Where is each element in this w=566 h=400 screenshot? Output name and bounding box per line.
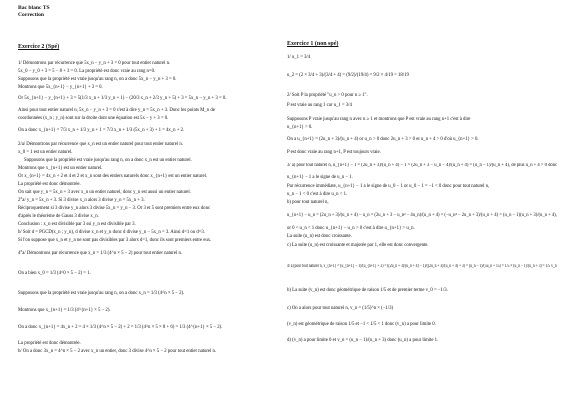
ex1-line: 1/ u_1 = 3/4: [287, 55, 311, 60]
ex2-line: d'après le théorème de Gauss 3 divise x_n.: [18, 214, 99, 219]
ex1-line: u_2 = (2 × 3/4 + 3)/(3/4 + 4) = (9/2)/(19/4) = 9/2 × 4/19 = 18/19: [287, 73, 409, 78]
ex2-line: On a donc x_{n+1} = 4x_n + 2 = 4 × 1/3 (4^n × 5 − 2) + 2 = 1/3 (4^n × 5 × 8 + 6) = 1/3 (4^{n+1} × 5 − 2).: [18, 325, 223, 330]
ex1-line: Supposons P vraie jusqu'au rang n avec n ≥ 1 et montrons que P est vraie au rang n+1 c'est à dire: [287, 117, 471, 122]
ex1-line: or 0 < u_n < 1 donc u_{n+1} − u_n > 0 c'est à dire u_{n+1} > u_n.: [287, 226, 415, 231]
ex1-line: Par récurrence immédiate, u_{n+1} − 1 a le signe de u_0 − 1 or u_0 − 1 = −1 < 0 donc pour tout naturel n,: [287, 184, 490, 189]
ex2-line: La propriété est donc démontrée.: [18, 182, 81, 187]
exercise-2-title: Exercice 2 (Spé): [18, 44, 60, 50]
ex2-line: On sait que y_n = 5x_n + 3 avec x_n un entier naturel, donc y_n est aussi un entier naturel.: [18, 190, 191, 195]
ex2-line: 4°a/ Démontrons par récurrence que x_n = 1/3 (4^n × 5 − 2) pour tout entier naturel n.: [18, 251, 183, 256]
ex2-line: On a bien x_0 = 1/3 (4^0 × 5 − 2) = 1.: [18, 271, 91, 276]
ex2-line: Or x_{n+1} = 4x_n + 2 et 4 et 2 et x_n sont des entiers naturels donc x_{n+1} est un entier naturel.: [18, 174, 208, 179]
ex1-line: 3/ a) pour tout naturel n, u_{n+1} − 1 = (2u_n + 3)/(u_n + 4) − 1 = (2u_n + 3 − u_n − 4)/(u_n + 4) = (u_n − 1)/(u_n + 4), de plus u_n + 4 > 0 donc: [287, 163, 558, 168]
ex1-line: u_{n+1} − u_n = (2u_n + 3)/(u_n + 4) − u_n = (2u_n + 3 − u_n² − 4u_n)/(u_n + 4) = (−u_n² − 2u_n + 3)/(u_n + 4) = (u_n − 1)(u_n + 3)/(u_n + 4),: [287, 213, 557, 218]
document-header: [18, 5, 50, 19]
ex2-line: Supposons que la propriété est vraie jusqu'au rang n, on a donc x_n = 1/3 (4^n × 5 − 2).: [18, 291, 185, 296]
ex2-line: Montrons que 5x_{n+1} − y_{n+1} + 3 = 0.: [18, 85, 103, 90]
ex2-line: 2°a/ y_n = 5x_n + 3. Si 3 divise x_n alors 3 divise y_n = 5x_n + 3.: [18, 198, 145, 203]
ex2-line: Montrons que x_{n+1} = 1/3 (4^{n+1} × 5 − 2).: [18, 308, 111, 313]
ex1-line: On a u_{n+1} = (2u_n + 3)/(u_n + 4) or u_n > 0 donc 2u_n + 3 > 0 et u_n + 4 > 0 d'où u_{n+1} > 0.: [287, 137, 479, 142]
ex2-line: Or 5x_{n+1} − y_{n+1} + 3 = 5(1/3 x_n + 1/3 y_n + 1) − (20/3 x_n + 2/3 y_n + 5) + 3 = 5x_n − y_n + 3 = 0.: [18, 96, 227, 101]
ex1-line: P est donc vraie au rang n+1, P est toujours vraie.: [287, 150, 381, 155]
ex2-line: 2/a/ Démontrons par récurrence que x_n est un entier naturel pour tout entier naturel n.: [18, 142, 183, 147]
ex2-line: Supposons que la propriété est vraie jusqu'au rang n, on a donc 5x_n − y_n + 3 = 0.: [18, 77, 177, 82]
ex1-line: u_{n+1} > 0.: [287, 125, 313, 130]
header-line-1: Bac blanc TS: [18, 5, 50, 11]
ex1-line: b) pour tout naturel n,: [287, 200, 329, 205]
ex2-line: b/ Soit d = PGCD(x_n ; y_n), d divise x_n et y_n donc d divise y_n − 5x_n = 3. Ainsi d=1 ou d=3.: [18, 230, 205, 235]
ex2-line: 5x_0 − y_0 + 3 = 5 − 8 + 3 = 0. La propriété est donc vraie au rang n=0.: [18, 69, 156, 74]
ex1-line: c) On a alors pour tout naturel n, v_n = (1/5)^n × (−1/3): [287, 306, 394, 311]
ex1-line: La suite (u_n) est donc croissante.: [287, 234, 352, 239]
ex1-line: u_n − 1 < 0 c'est à dire u_n < 1.: [287, 192, 348, 197]
ex2-line: Si l'on suppose que x_n et y_n ne sont pas divisibles par 3 alors d=1, donc ils sont premiers entre eux.: [18, 238, 212, 243]
exercise-1-title: Exercice 1 (non spé): [287, 41, 339, 47]
ex1-line: u_{n+1} − 1 a le signe de u_n − 1.: [287, 175, 353, 180]
header-line-2: Correction: [18, 12, 44, 18]
ex2-line: Supposons que la propriété est vraie jusqu'au rang n, on a donc x_n est un entier naturel.: [24, 158, 192, 163]
ex2-line: Réciproquement si 3 divise y_n alors 3 divise 5x_n = y_n − 3. Or 3 et 5 sont premiers entre eux donc: [18, 206, 211, 211]
ex1-line: c) La suite (u_n) est croissante et majorée par 1, elle est donc convergente.: [287, 243, 429, 248]
ex1-line: (v_n) est géométrique de raison 1/5 et −1 < 1/5 < 1 donc (v_n) a pour limite 0.: [287, 322, 436, 327]
ex2-line: Ainsi pour tout entier naturel n, 5x_n − y_n + 3 = 0 c'est à dire y_n = 5x_n + 3. Donc les points M_n de: [18, 108, 215, 113]
ex1-line: 4/ a) pour tout naturel n, v_{n+1} = (u_{n+1} − 1)/(u_{n+1} + 3) = ((2u_n + 3)/(u_n + 4) − 1)/((2u_n + 3)/(u_n + 4) + 3) = (u_n − 1)/(5u_n + 15) = 1/5 × (u_n − 1)/(u_n + 3) = 1/5 v_n: [287, 264, 557, 269]
ex1-line: 2/ Soit P la propriété "u_n > 0 pour n ≥ 1".: [287, 93, 368, 98]
ex2-line: b/ On a donc 3x_n = 4^n × 5 − 2 avec x_n un entier, donc 3 divise 4^n × 5 − 2 pour tout entier naturel n.: [18, 349, 217, 354]
ex2-line: La propriété est donc démontrée.: [18, 341, 81, 346]
ex2-line: Conclusion : x_n est divisible par 3 ssi y_n est divisible par 3.: [18, 222, 136, 227]
ex2-line: On a donc x_{n+1} = 7/3 x_n + 1/3 y_n + 1 = 7/3 x_n + 1/3 (5x_n + 3) + 1 = 4x_n + 2.: [18, 128, 185, 133]
ex2-line: coordonnées (x_n ; y_n) sont sur la droite dont une équation est 5x − y + 3 = 0.: [18, 116, 169, 121]
ex2-line: 1/ Démontrons par récurrence que 5x_n − y_n + 3 = 0 pour tout entier naturel n.: [18, 61, 171, 66]
ex2-line: x_0 = 1 est un entier naturel.: [18, 150, 73, 155]
ex1-line: d) (v_n) a pour limite 0 et v_n = (u_n − 1)/(u_n + 3) donc (u_n) a pour limite 1.: [287, 338, 439, 343]
ex1-line: P est vraie au rang 1 car u_1 = 3/4: [287, 103, 352, 108]
ex1-line: b) La suite (v_n) est donc géométrique de raison 1/5 et de premier terme v_0 = −1/3.: [287, 288, 448, 293]
ex2-line: Montrons que x_{n+1} est un entier naturel.: [18, 166, 103, 171]
